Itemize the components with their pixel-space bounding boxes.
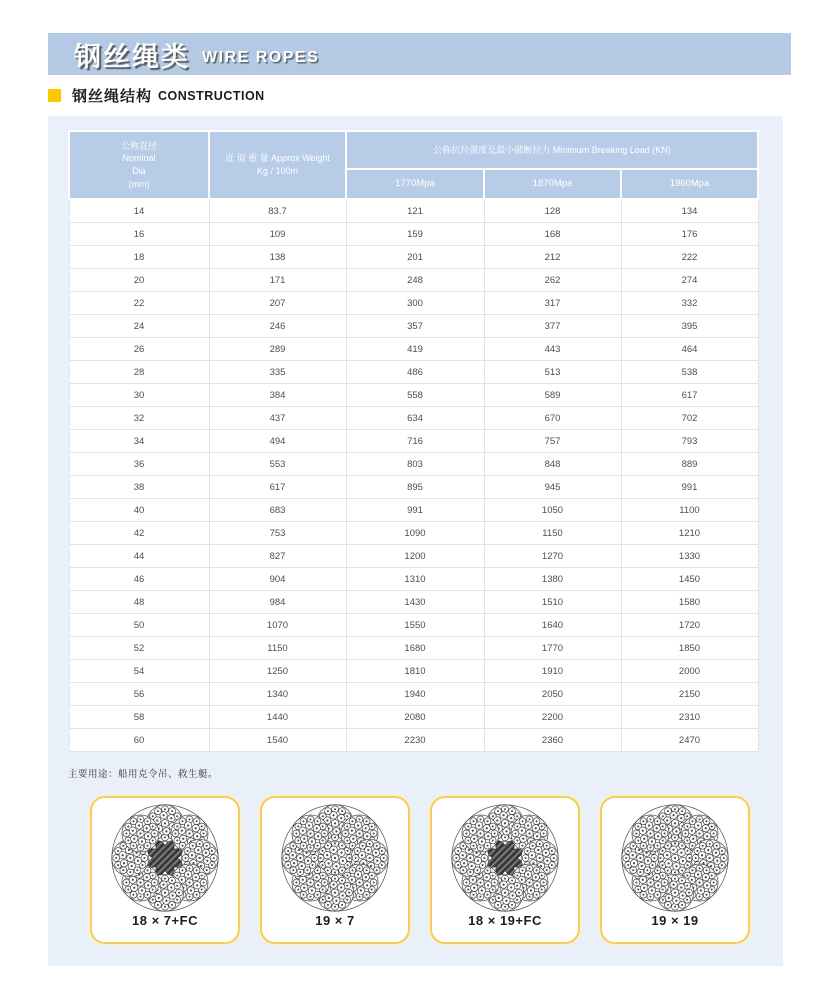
table-cell: 1850 [621, 637, 758, 660]
table-cell: 317 [484, 292, 621, 315]
table-cell: 827 [209, 545, 346, 568]
table-cell: 991 [621, 476, 758, 499]
spec-table [68, 130, 759, 752]
rope-cross-section-icon [618, 801, 732, 915]
table-cell: 377 [484, 315, 621, 338]
table-cell: 2150 [621, 683, 758, 706]
table-cell: 56 [69, 683, 209, 706]
table-row [69, 384, 758, 407]
table-row [69, 729, 758, 752]
table-cell: 171 [209, 269, 346, 292]
table-row [69, 338, 758, 361]
table-cell: 134 [621, 199, 758, 223]
table-cell: 384 [209, 384, 346, 407]
col-subheader-1870mpa: 1870Mpa [484, 169, 621, 199]
table-row [69, 637, 758, 660]
col-header-diameter-line: 公称直径 [120, 140, 157, 151]
table-cell: 443 [484, 338, 621, 361]
table-row [69, 315, 758, 338]
col-header-diameter [69, 131, 209, 199]
table-cell: 1340 [209, 683, 346, 706]
table-cell: 848 [484, 453, 621, 476]
section-heading [48, 85, 265, 106]
table-cell: 52 [69, 637, 209, 660]
table-cell: 48 [69, 591, 209, 614]
table-cell: 793 [621, 430, 758, 453]
table-row [69, 660, 758, 683]
table-cell: 2080 [346, 706, 484, 729]
table-cell: 332 [621, 292, 758, 315]
rope-cross-section-icon [448, 801, 562, 915]
table-cell: 36 [69, 453, 209, 476]
col-header-weight [209, 131, 346, 199]
table-cell: 1640 [484, 614, 621, 637]
table-row [69, 246, 758, 269]
page-header [48, 33, 791, 75]
table-cell: 2000 [621, 660, 758, 683]
table-cell: 1200 [346, 545, 484, 568]
table-cell: 617 [209, 476, 346, 499]
table-cell: 40 [69, 499, 209, 522]
table-cell: 1940 [346, 683, 484, 706]
table-row [69, 499, 758, 522]
table-cell: 1210 [621, 522, 758, 545]
table-cell: 207 [209, 292, 346, 315]
table-cell: 895 [346, 476, 484, 499]
yellow-square-bullet-icon [48, 89, 61, 102]
rope-cross-section-icon [108, 801, 222, 915]
table-cell: 513 [484, 361, 621, 384]
col-subheader-1770mpa: 1770Mpa [346, 169, 484, 199]
table-cell: 26 [69, 338, 209, 361]
table-cell: 58 [69, 706, 209, 729]
page-title-zh: 钢丝绳类 [74, 41, 190, 72]
table-cell: 50 [69, 614, 209, 637]
table-cell: 42 [69, 522, 209, 545]
table-row [69, 223, 758, 246]
table-cell: 716 [346, 430, 484, 453]
col-subheader-1960mpa: 1960Mpa [621, 169, 758, 199]
table-row [69, 545, 758, 568]
table-cell: 24 [69, 315, 209, 338]
table-cell: 60 [69, 729, 209, 752]
table-cell: 1680 [346, 637, 484, 660]
rope-card [430, 796, 580, 944]
table-cell: 670 [484, 407, 621, 430]
table-cell: 1150 [209, 637, 346, 660]
table-cell: 22 [69, 292, 209, 315]
table-cell: 1050 [484, 499, 621, 522]
table-cell: 2470 [621, 729, 758, 752]
table-cell: 553 [209, 453, 346, 476]
table-cell: 494 [209, 430, 346, 453]
table-cell: 1540 [209, 729, 346, 752]
table-cell: 2230 [346, 729, 484, 752]
table-cell: 1310 [346, 568, 484, 591]
table-row [69, 361, 758, 384]
table-cell: 176 [621, 223, 758, 246]
table-cell: 702 [621, 407, 758, 430]
table-cell: 1330 [621, 545, 758, 568]
table-cell: 945 [484, 476, 621, 499]
table-cell: 1430 [346, 591, 484, 614]
table-cell: 464 [621, 338, 758, 361]
table-cell: 248 [346, 269, 484, 292]
rope-cross-section-icon [278, 801, 392, 915]
rope-card [90, 796, 240, 944]
table-cell: 634 [346, 407, 484, 430]
table-cell: 1510 [484, 591, 621, 614]
table-cell: 2200 [484, 706, 621, 729]
table-cell: 159 [346, 223, 484, 246]
table-row [69, 430, 758, 453]
table-row [69, 568, 758, 591]
rope-card [260, 796, 410, 944]
table-cell: 538 [621, 361, 758, 384]
rope-card [600, 796, 750, 944]
table-cell: 1720 [621, 614, 758, 637]
rope-construction-label: 19 × 7 [315, 913, 355, 928]
table-cell: 683 [209, 499, 346, 522]
table-cell: 168 [484, 223, 621, 246]
table-cell: 1440 [209, 706, 346, 729]
table-cell: 757 [484, 430, 621, 453]
content-panel [48, 116, 783, 966]
usage-note: 主要用途：船用克令吊、救生艇。 [68, 769, 219, 780]
col-header-weight-line: 近 似 重 量 Approx Weight [225, 153, 330, 164]
table-row [69, 199, 758, 223]
table-row [69, 706, 758, 729]
table-cell: 1910 [484, 660, 621, 683]
table-cell: 54 [69, 660, 209, 683]
col-header-diameter-line: Nominal [122, 153, 156, 164]
table-row [69, 476, 758, 499]
section-title-zh: 钢丝绳结构 [72, 88, 153, 105]
table-cell: 32 [69, 407, 209, 430]
table-cell: 589 [484, 384, 621, 407]
col-header-diameter-line: Dia [132, 166, 146, 176]
table-cell: 1550 [346, 614, 484, 637]
table-cell: 2310 [621, 706, 758, 729]
table-cell: 109 [209, 223, 346, 246]
table-cell: 1150 [484, 522, 621, 545]
table-cell: 1450 [621, 568, 758, 591]
table-cell: 1070 [209, 614, 346, 637]
table-cell: 14 [69, 199, 209, 223]
table-cell: 274 [621, 269, 758, 292]
table-cell: 138 [209, 246, 346, 269]
rope-cards-row [90, 796, 783, 944]
table-cell: 28 [69, 361, 209, 384]
table-cell: 1090 [346, 522, 484, 545]
table-cell: 121 [346, 199, 484, 223]
table-cell: 30 [69, 384, 209, 407]
table-cell: 617 [621, 384, 758, 407]
table-cell: 437 [209, 407, 346, 430]
table-cell: 1250 [209, 660, 346, 683]
table-cell: 128 [484, 199, 621, 223]
table-cell: 46 [69, 568, 209, 591]
table-cell: 44 [69, 545, 209, 568]
table-cell: 357 [346, 315, 484, 338]
table-cell: 1270 [484, 545, 621, 568]
table-cell: 222 [621, 246, 758, 269]
table-row [69, 407, 758, 430]
table-cell: 753 [209, 522, 346, 545]
table-cell: 289 [209, 338, 346, 361]
table-row [69, 591, 758, 614]
table-cell: 1580 [621, 591, 758, 614]
rope-construction-label: 19 × 19 [651, 913, 699, 928]
table-row [69, 522, 758, 545]
table-cell: 16 [69, 223, 209, 246]
table-cell: 83.7 [209, 199, 346, 223]
table-cell: 558 [346, 384, 484, 407]
table-row [69, 683, 758, 706]
table-cell: 201 [346, 246, 484, 269]
col-header-breaking-load: 公称抗拉强度及最小破断拉力 Minimum Breaking Load (KN) [346, 131, 758, 169]
col-header-diameter-line: (mm) [128, 178, 150, 189]
table-cell: 419 [346, 338, 484, 361]
table-row [69, 269, 758, 292]
table-cell: 1770 [484, 637, 621, 660]
table-cell: 486 [346, 361, 484, 384]
col-header-weight-line: Kg / 100m [256, 166, 299, 176]
table-cell: 984 [209, 591, 346, 614]
table-cell: 803 [346, 453, 484, 476]
table-cell: 2360 [484, 729, 621, 752]
table-cell: 2050 [484, 683, 621, 706]
table-row [69, 453, 758, 476]
table-cell: 395 [621, 315, 758, 338]
table-cell: 991 [346, 499, 484, 522]
table-cell: 904 [209, 568, 346, 591]
table-cell: 34 [69, 430, 209, 453]
table-cell: 212 [484, 246, 621, 269]
table-row [69, 292, 758, 315]
table-cell: 1380 [484, 568, 621, 591]
section-title-en: CONSTRUCTION [158, 88, 265, 103]
table-cell: 335 [209, 361, 346, 384]
table-cell: 18 [69, 246, 209, 269]
table-cell: 300 [346, 292, 484, 315]
table-cell: 38 [69, 476, 209, 499]
rope-construction-label: 18 × 7+FC [132, 913, 198, 928]
table-cell: 889 [621, 453, 758, 476]
page-title-en: WIRE ROPES [202, 49, 320, 66]
table-row [69, 614, 758, 637]
table-cell: 1100 [621, 499, 758, 522]
table-cell: 246 [209, 315, 346, 338]
rope-construction-label: 18 × 19+FC [468, 913, 542, 928]
table-cell: 1810 [346, 660, 484, 683]
table-cell: 20 [69, 269, 209, 292]
table-cell: 262 [484, 269, 621, 292]
